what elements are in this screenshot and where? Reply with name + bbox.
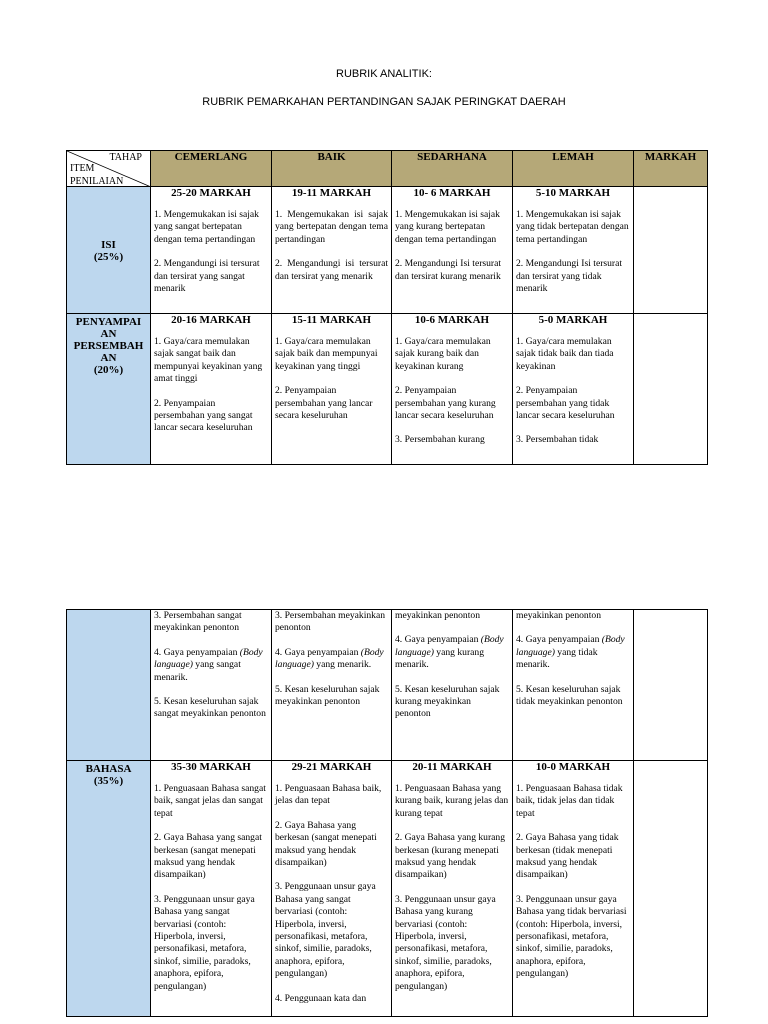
penc-lemah-c4-text: 4. Gaya penyampaian: [516, 634, 602, 646]
row-penyampaian: [67, 314, 708, 465]
bahasa-baik-c4: 4. Penggunaan kata dan: [275, 992, 367, 1004]
item-penyampaian-label: PENYAMPAI AN PERSEMBAH AN: [73, 316, 144, 364]
penc-baik-cell: [272, 610, 392, 761]
bahasa-lemah-c3: 3. Penggunaan unsur gaya Bahasa yang tidak bervariasi (contoh: Hiperbola, inversi, personafikasi, metafora, sinkof, similie, paradoks, anaphora, epifora, pengulangan): [516, 893, 627, 980]
isi-sedarhana-c1: 1. Mengemukakan isi sajak yang kurang bertepatan dengan tema pertandingan: [395, 209, 500, 245]
pen-baik-c2: 2. Penyampaian persembahan yang lancar secara keseluruhan: [275, 385, 373, 422]
isi-baik-c1: 1. Mengemukakan isi sajak yang bertepatan dengan tema pertandingan: [275, 209, 388, 245]
pen-lemah-cell: [513, 314, 634, 465]
rubric-table-part2: [66, 609, 708, 1017]
bahasa-cemerlang-c2: 2. Gaya Bahasa yang sangat berkesan (sangat menepati maksud yang hendak disampaikan): [154, 832, 262, 881]
isi-baik-marks: 19-11 MARKAH: [291, 187, 372, 199]
penc-sedarhana-c3: meyakinkan penonton: [395, 610, 480, 621]
bahasa-lemah-cell: [513, 761, 634, 1017]
penc-baik-c4-text: 4. Gaya penyampaian: [275, 646, 361, 658]
item-isi-weight: (25%): [93, 251, 124, 263]
penc-cemerlang-c4-tail: yang sangat menarik.: [154, 659, 241, 683]
header-tahap: TAHAP: [109, 152, 142, 163]
isi-sedarhana-c2: 2. Mengandungi Isi tersurat dan tersirat kurang menarik: [395, 258, 502, 282]
isi-lemah-c2: 2. Mengandungi Isi tersurat dan tersirat yang tidak menarik: [516, 258, 623, 295]
header-penilaian: PENILAIAN: [70, 176, 124, 187]
penc-cemerlang-c3: 3. Persembahan sangat meyakinkan penonton: [154, 610, 242, 634]
header-lemah: LEMAH: [513, 151, 634, 187]
pen-cemerlang-c1: 1. Gaya/cara memulakan sajak sangat baik dan mempunyai keyakinan yang amat tinggi: [154, 336, 263, 385]
penc-lemah-c5: 5. Kesan keseluruhan sajak tidak meyakinkan penonton: [516, 683, 623, 708]
pen-cemerlang-c2: 2. Penyampaian persembahan yang sangat lancar secara keseluruhan: [154, 397, 253, 434]
item-penyampaian-continued: [67, 610, 151, 761]
bahasa-lemah-c2: 2. Gaya Bahasa yang tidak berkesan (tidak menepati maksud yang hendak disampaikan): [516, 832, 619, 881]
corner-header-cell: [67, 151, 151, 187]
bahasa-sedarhana-cell: [392, 761, 513, 1017]
isi-cemerlang-marks: 25-20 MARKAH: [171, 187, 251, 199]
pen-cemerlang-marks: 20-16 MARKAH: [171, 314, 251, 326]
penc-sedarhana-cell: [392, 610, 513, 761]
pen-baik-c1: 1. Gaya/cara memulakan sajak baik dan mempunyai keyakinan yang tinggi: [275, 336, 378, 372]
penyampaian-markah-cell: [634, 314, 708, 465]
pen-lemah-c2: 2. Penyampaian persembahan yang tidak lancar secara keseluruhan: [516, 385, 615, 422]
bahasa-sedarhana-c2: 2. Gaya Bahasa yang kurang berkesan (kurang menepati maksud yang hendak disampaikan): [395, 832, 506, 881]
bahasa-lemah-c1: 1. Penguasaan Bahasa tidak baik, tidak jelas dan tidak tepat: [516, 783, 623, 819]
penc-cemerlang-c5: 5. Kesan keseluruhan sajak sangat meyakinkan penonton: [154, 696, 266, 720]
penc-sedarhana-c4-tail: yang kurang menarik.: [395, 646, 484, 671]
pen-sedarhana-c3: 3. Persembahan kurang: [395, 434, 485, 446]
row-penyampaian-continued: [67, 610, 708, 761]
penc-cemerlang-c4-text: 4. Gaya penyampaian: [154, 646, 240, 658]
penc-lemah-c4: [513, 634, 633, 671]
penc-lemah-c4-italic: (Body language): [516, 634, 625, 658]
isi-cemerlang-c1: 1. Mengemukakan isi sajak yang sangat bertepatan dengan tema pertandingan: [154, 209, 259, 245]
pen-lemah-marks: 5-0 MARKAH: [538, 314, 608, 326]
isi-lemah-c1: 1. Mengemukakan isi sajak yang tidak bertepatan dengan tema pertandingan: [516, 209, 629, 245]
pen-baik-cell: [272, 314, 392, 465]
penc-lemah-cell: [513, 610, 634, 761]
row-bahasa: [67, 761, 708, 1017]
bahasa-sedarhana-c3: 3. Penggunaan unsur gaya Bahasa yang kurang bervariasi (contoh: Hiperbola, inversi, personafikasi, metafora, sinkof, similie, paradoks, anaphora, epifora, pengulangan): [395, 893, 496, 992]
penc-sedarhana-c4-italic: (Body language): [395, 634, 504, 658]
header-row: [67, 151, 708, 187]
isi-baik-c2: 2. Mengandungi isi tersurat dan tersirat yang menarik: [275, 258, 388, 282]
bahasa-baik-c3: 3. Penggunaan unsur gaya Bahasa yang sangat bervariasi (contoh: Hiperbola, inversi, personafikasi, metafora, sinkof, similie, paradoks, anaphora, epifora, pengulangan): [275, 881, 376, 980]
bahasa-sedarhana-marks: 20-11 MARKAH: [412, 761, 492, 773]
rubric-table-part1: [66, 150, 708, 465]
penc-baik-c4: [272, 647, 391, 672]
penc-baik-c5: 5. Kesan keseluruhan sajak meyakinkan penonton: [275, 683, 380, 708]
isi-cemerlang-cell: [151, 187, 272, 314]
item-bahasa-label: BAHASA: [85, 763, 132, 775]
pen-sedarhana-cell: [392, 314, 513, 465]
isi-baik-cell: [272, 187, 392, 314]
header-baik: BAIK: [272, 151, 392, 187]
penc-baik-c3: 3. Persembahan meyakinkan penonton: [275, 610, 386, 634]
penc-baik-c4-tail: yang menarik.: [313, 659, 372, 671]
item-isi-label: ISI: [101, 239, 116, 251]
bahasa-baik-c2: 2. Gaya Bahasa yang berkesan (sangat menepati maksud yang hendak disampaikan): [275, 819, 377, 869]
header-item: ITEM: [70, 163, 95, 174]
pen-lemah-c1: 1. Gaya/cara memulakan sajak tidak baik dan tiada keyakinan: [516, 336, 614, 372]
penc-cemerlang-cell: [151, 610, 272, 761]
penc-sedarhana-c4: [392, 634, 512, 671]
bahasa-markah-cell: [634, 761, 708, 1017]
document-title: RUBRIK ANALITIK:: [336, 68, 432, 80]
pen-lemah-c3: 3. Persembahan tidak: [516, 434, 599, 446]
item-isi: [67, 187, 151, 314]
isi-lemah-cell: [513, 187, 634, 314]
pen-sedarhana-c2: 2. Penyampaian persembahan yang kurang lancar secara keseluruhan: [395, 385, 496, 422]
penyampaian-continued-markah-cell: [634, 610, 708, 761]
pen-baik-marks: 15-11 MARKAH: [291, 314, 372, 326]
item-penyampaian-weight: (20%): [93, 364, 124, 376]
isi-cemerlang-c2: 2. Mengandungi isi tersurat dan tersirat yang sangat menarik: [154, 258, 260, 295]
header-cemerlang: CEMERLANG: [151, 151, 272, 187]
item-penyampaian: [67, 314, 151, 465]
penc-baik-c4-italic: (Body language): [275, 646, 384, 671]
penc-sedarhana-c4-text: 4. Gaya penyampaian: [395, 634, 481, 646]
bahasa-cemerlang-cell: [151, 761, 272, 1017]
penc-cemerlang-c4-italic: (Body language): [154, 646, 263, 671]
isi-sedarhana-marks: 10- 6 MARKAH: [413, 187, 491, 199]
row-isi: [67, 187, 708, 314]
pen-sedarhana-marks: 10-6 MARKAH: [414, 314, 490, 326]
header-markah: MARKAH: [634, 151, 708, 187]
bahasa-cemerlang-c1: 1. Penguasaan Bahasa sangat baik, sangat jelas dan sangat tepat: [154, 783, 266, 819]
isi-markah-cell: [634, 187, 708, 314]
item-bahasa-weight: (35%): [93, 775, 124, 787]
bahasa-lemah-marks: 10-0 MARKAH: [535, 761, 611, 773]
document-subtitle: RUBRIK PEMARKAHAN PERTANDINGAN SAJAK PERINGKAT DAERAH: [202, 96, 566, 108]
penc-sedarhana-c5: 5. Kesan keseluruhan sajak kurang meyakinkan penonton: [395, 683, 500, 720]
bahasa-baik-c1: 1. Penguasaan Bahasa baik, jelas dan tepat: [275, 783, 382, 807]
bahasa-sedarhana-c1: 1. Penguasaan Bahasa yang kurang baik, kurang jelas dan kurang tepat: [395, 783, 509, 819]
header-sedarhana: SEDARHANA: [392, 151, 513, 187]
pen-sedarhana-c1: 1. Gaya/cara memulakan sajak kurang baik dan keyakinan kurang: [395, 336, 491, 372]
bahasa-cemerlang-c3: 3. Penggunaan unsur gaya Bahasa yang sangat bervariasi (contoh: Hiperbola, inversi, personafikasi, metafora, sinkof, similie, paradoks, anaphora, epifora, pengulangan): [154, 893, 255, 992]
bahasa-cemerlang-marks: 35-30 MARKAH: [171, 761, 251, 773]
pen-cemerlang-cell: [151, 314, 272, 465]
penc-cemerlang-c4: [151, 647, 271, 684]
isi-lemah-marks: 5-10 MARKAH: [535, 187, 611, 199]
penc-lemah-c4-tail: yang tidak menarik.: [516, 646, 598, 671]
bahasa-baik-marks: 29-21 MARKAH: [291, 761, 372, 773]
isi-sedarhana-cell: [392, 187, 513, 314]
penc-lemah-c3: meyakinkan penonton: [516, 610, 601, 621]
bahasa-baik-cell: [272, 761, 392, 1017]
item-bahasa: [67, 761, 151, 1017]
